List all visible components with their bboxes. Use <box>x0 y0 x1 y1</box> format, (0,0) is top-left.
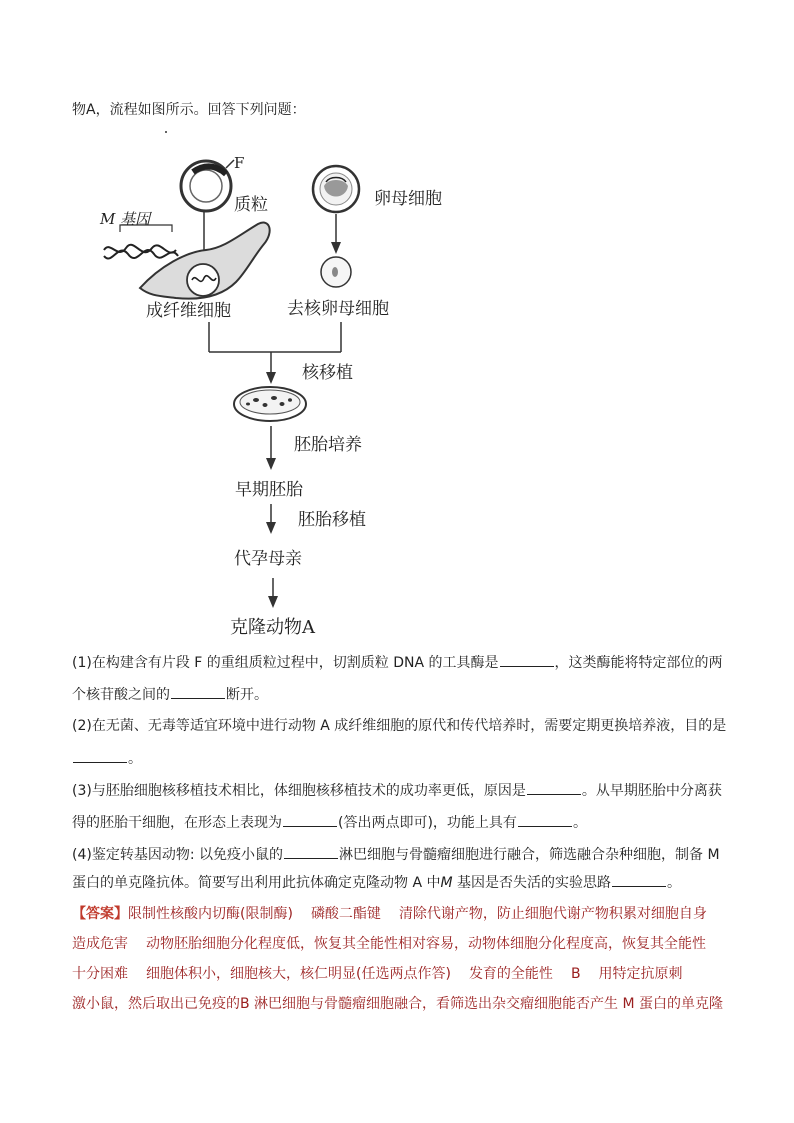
label-f: F <box>234 154 245 172</box>
label-plasmid: 质粒 <box>234 195 268 215</box>
question-1-line-2 <box>72 684 268 705</box>
arrow-culture-down <box>266 426 276 470</box>
answer-line-2 <box>72 934 706 954</box>
q4-text-c: 蛋白的单克隆抗体。简要写出利用此抗体确定克隆动物 A 中 <box>72 875 441 891</box>
oocyte-icon <box>313 166 359 212</box>
answer-1: 限制性核酸内切酶(限制酶) <box>128 906 293 922</box>
label-enucleated-oocyte: 去核卵母细胞 <box>287 299 389 319</box>
label-embryo-transfer: 胚胎移植 <box>298 510 366 530</box>
answer-4: 动物胚胎细胞分化程度低，恢复其全能性相对容易，动物体细胞分化程度高，恢复其全能性 <box>146 936 706 952</box>
q4-blank-1[interactable] <box>284 844 338 859</box>
answer-8: 用特定抗原刺 <box>598 966 683 982</box>
question-2-line-1 <box>72 716 726 736</box>
answer-line-4 <box>72 994 723 1014</box>
question-4-line-1 <box>72 844 720 865</box>
q2-text-a: (2)在无菌、无毒等适宜环境中进行动物 A 成纤维细胞的原代和传代培养时，需要定期更换培养液，目的是 <box>72 718 727 734</box>
question-3-line-1 <box>72 780 722 801</box>
petri-dish-icon <box>234 387 306 421</box>
q4-text-d: 基因是否失活的实验思路 <box>452 875 612 891</box>
q4-blank-2[interactable] <box>612 872 666 887</box>
answer-5: 细胞体积小，细胞核大，核仁明显(任选两点作答) <box>146 966 451 982</box>
q4-m-italic: M <box>440 875 453 891</box>
answer-3-cont: 造成危害 <box>72 936 128 952</box>
answer-line-1 <box>72 904 707 924</box>
q3-text-c: 得的胚胎干细胞，在形态上表现为 <box>72 815 282 831</box>
label-surrogate-mother: 代孕母亲 <box>234 549 302 569</box>
q2-text-b: 。 <box>128 751 142 767</box>
label-m-gene: M 基因 <box>100 210 151 228</box>
enucleated-oocyte-icon <box>321 257 351 287</box>
q1-blank-1[interactable] <box>500 652 554 667</box>
q3-blank-3[interactable] <box>518 812 572 827</box>
q4-text-e: 。 <box>667 875 682 891</box>
q4-text-b: 淋巴细胞与骨髓瘤细胞进行融合，筛选融合杂种细胞，制备 M <box>339 847 720 863</box>
q1-text-a: (1)在构建含有片段 F 的重组质粒过程中，切割质粒 DNA 的工具酶是 <box>72 655 499 671</box>
label-embryo-culture: 胚胎培养 <box>294 435 362 455</box>
intro-text: 物A，流程如图所示。回答下列问题： <box>72 102 306 118</box>
q3-text-d: (答出两点即可)，功能上具有 <box>338 815 517 831</box>
answer-8-cont: 激小鼠，然后取出已免疫的B 淋巴细胞与骨髓瘤细胞融合，看筛选出杂交瘤细胞能否产生 M 蛋白的单克隆 <box>72 996 724 1012</box>
q3-text-e: 。 <box>572 815 587 831</box>
q3-text-b: 。从早期胚胎中分离获 <box>581 783 722 799</box>
answer-tag: 【答案】 <box>72 906 128 922</box>
q4-text-a: (4)鉴定转基因动物: 以免疫小鼠的 <box>72 847 283 863</box>
question-3-line-2 <box>72 812 587 833</box>
answer-2: 磷酸二酯键 <box>310 906 381 922</box>
arrow-oocyte-down <box>331 214 341 254</box>
question-4-line-2 <box>72 872 681 893</box>
q1-text-c: 个核苷酸之间的 <box>72 687 170 703</box>
q1-text-b: ，这类酶能将特定部位的两 <box>554 655 723 671</box>
label-oocyte: 卵母细胞 <box>374 189 442 209</box>
question-1-line-1 <box>72 652 723 673</box>
q3-text-a: (3)与胚胎细胞核移植技术相比，体细胞核移植技术的成功率更低，原因是 <box>72 783 526 799</box>
q3-blank-1[interactable] <box>527 780 581 795</box>
label-clone-animal: 克隆动物A <box>230 617 315 638</box>
q1-blank-2[interactable] <box>171 684 225 699</box>
fibroblast-cell-icon <box>140 223 270 299</box>
stray-dot <box>165 131 167 133</box>
label-early-embryo: 早期胚胎 <box>235 480 303 500</box>
answer-4-cont: 十分困难 <box>72 966 128 982</box>
question-2-line-2 <box>72 748 142 769</box>
arrow-surrogate-down <box>268 578 278 608</box>
plasmid-icon <box>181 160 234 211</box>
arrow-transfer-down <box>266 504 276 534</box>
answer-6: 发育的全能性 <box>468 966 553 982</box>
q3-blank-2[interactable] <box>283 812 337 827</box>
q2-blank-1[interactable] <box>73 748 127 763</box>
answer-7: B <box>570 966 581 982</box>
answer-3: 清除代谢产物，防止细胞代谢产物积累对细胞自身 <box>398 906 707 922</box>
q1-text-d: 断开。 <box>226 687 268 703</box>
label-fibroblast: 成纤维细胞 <box>146 301 231 321</box>
label-nuclear-transfer: 核移植 <box>302 363 353 383</box>
answer-line-3 <box>72 964 683 984</box>
